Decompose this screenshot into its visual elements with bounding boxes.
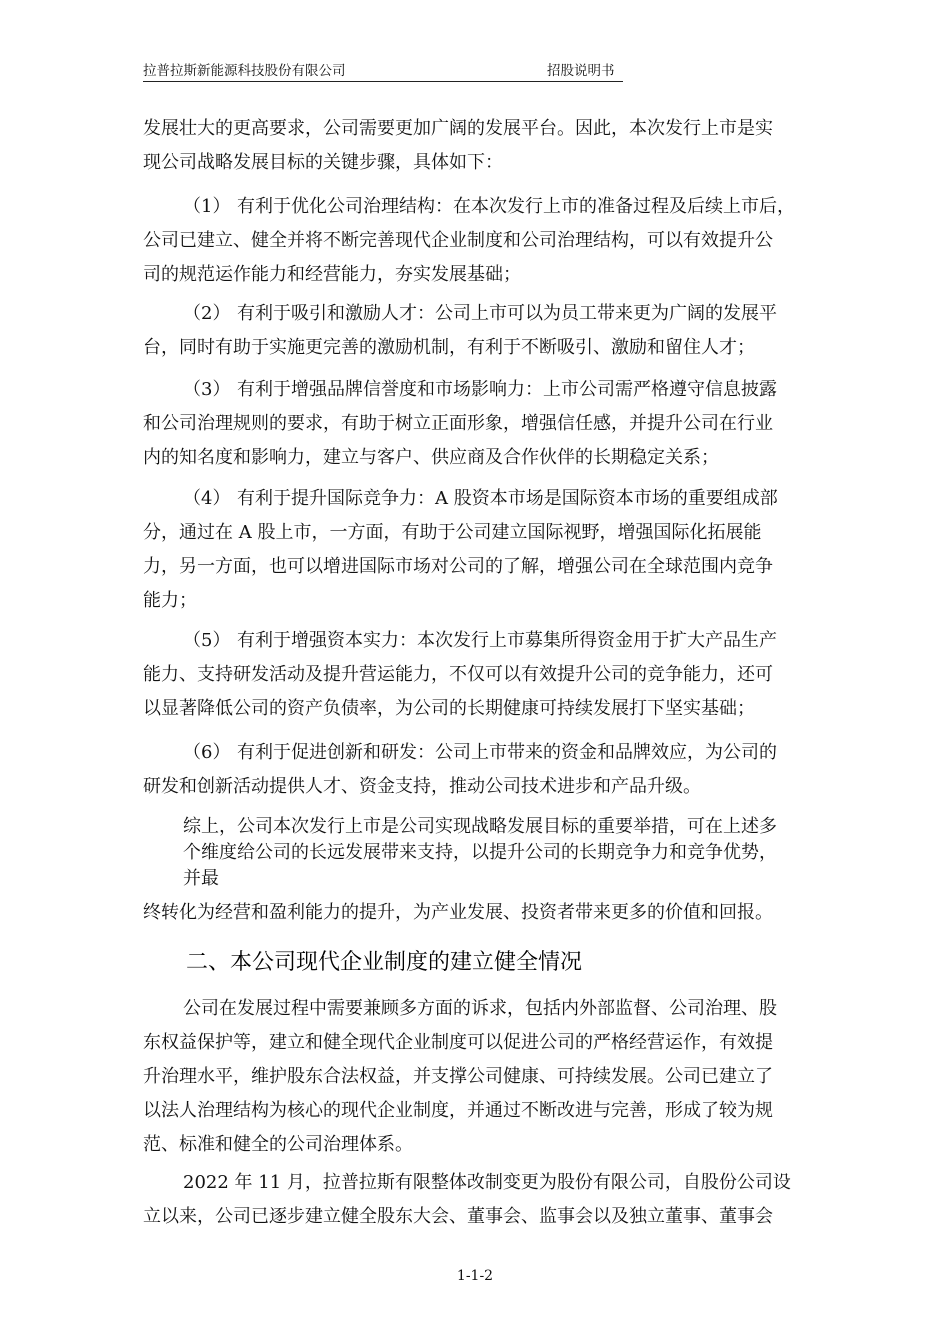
list-item-6 [143, 736, 827, 804]
list-item-3 [143, 373, 827, 475]
item-number: （3） [183, 379, 231, 400]
header-company-name: 拉普拉斯新能源科技股份有限公司 [143, 63, 346, 79]
text-line: 司的规范运作能力和经营能力，夯实发展基础； [143, 264, 521, 285]
text-line: 以法人治理结构为核心的现代企业制度，并通过不断改进与完善，形成了较为规 [143, 1100, 773, 1121]
text-line: 个维度给公司的长远发展带来支持，以提升公司的长期竞争力和竞争优势， [183, 842, 777, 863]
text-line: 发展壮大的更高要求，公司需要更加广阔的发展平台。因此，本次发行上市是实 [143, 118, 773, 139]
item-number: （5） [183, 630, 231, 651]
text-line: 和公司治理规则的要求，有助于树立正面形象，增强信任感，并提升公司在行业 [143, 413, 773, 434]
text-line: 综上，公司本次发行上市是公司实现战略发展目标的重要举措，可在上述多 [183, 816, 777, 837]
text-line: （5） 有利于增强资本实力：本次发行上市募集所得资金用于扩大产品生产 [143, 624, 827, 658]
page-header [143, 57, 623, 82]
text-line: （3） 有利于增强品牌信誉度和市场影响力：上市公司需严格遵守信息披露 [143, 373, 827, 407]
list-item-2 [143, 297, 827, 365]
text-line: 终转化为经营和盈利能力的提升，为产业发展、投资者带来更多的价值和回报。 [143, 902, 773, 923]
section-heading: 二、本公司现代企业制度的建立健全情况 [186, 950, 583, 975]
text-line: 范、标准和健全的公司治理体系。 [143, 1134, 413, 1155]
page-number: 1-1-2 [456, 1268, 494, 1284]
text-line: 能力、支持研发活动及提升营运能力，不仅可以有效提升公司的竞争能力，还可 [143, 664, 773, 685]
text-line: （4） 有利于提升国际竞争力：A 股资本市场是国际资本市场的重要组成部 [143, 482, 827, 516]
intro-paragraph [143, 112, 823, 180]
list-item-1 [143, 190, 827, 292]
header-document-type: 招股说明书 [547, 63, 615, 79]
list-item-4 [143, 482, 827, 618]
text-line: 内的知名度和影响力，建立与客户、供应商及合作伙伴的长期稳定关系； [143, 447, 719, 468]
item-number: （6） [183, 742, 231, 763]
text-line: （1） 有利于优化公司治理结构：在本次发行上市的准备过程及后续上市后， [143, 190, 827, 224]
text-line: 分，通过在 A 股上市，一方面，有助于公司建立国际视野，增强国际化拓展能 [143, 522, 762, 543]
document-body [143, 112, 823, 180]
section-paragraph-1 [143, 992, 827, 1162]
text-line: 公司已建立、健全并将不断完善现代企业制度和公司治理结构，可以有效提升公 [143, 230, 773, 251]
text-line: （6） 有利于促进创新和研发：公司上市带来的资金和品牌效应，为公司的 [143, 736, 827, 770]
item-number: （2） [183, 303, 231, 324]
text-line: 立以来，公司已逐步建立健全股东大会、董事会、监事会以及独立董事、董事会 [143, 1206, 773, 1227]
text-line: 能力； [143, 590, 197, 611]
text-line: （2） 有利于吸引和激励人才：公司上市可以为员工带来更为广阔的发展平 [143, 297, 827, 331]
text-line: 升治理水平，维护股东合法权益，并支撑公司健康、可持续发展。公司已建立了 [143, 1066, 773, 1087]
text-line: 台，同时有助于实施更完善的激励机制，有利于不断吸引、激励和留住人才； [143, 337, 755, 358]
text-line: 力，另一方面，也可以增进国际市场对公司的了解，增强公司在全球范围内竞争 [143, 556, 773, 577]
text-line: 并最 [183, 868, 219, 889]
item-number: （4） [183, 488, 231, 509]
text-line: 现公司战略发展目标的关键步骤，具体如下： [143, 152, 503, 173]
text-line: 2022 年 11 月，拉普拉斯有限整体改制变更为股份有限公司，自股份公司设 [183, 1172, 791, 1193]
text-line: 以显著降低公司的资产负债率，为公司的长期健康可持续发展打下坚实基础； [143, 698, 755, 719]
text-line: 公司在发展过程中需要兼顾多方面的诉求，包括内外部监督、公司治理、股 [183, 998, 777, 1019]
item-number: （1） [183, 196, 231, 217]
section-paragraph-2 [143, 1166, 827, 1234]
text-line: 东权益保护等，建立和健全现代企业制度可以促进公司的严格经营运作，有效提 [143, 1032, 773, 1053]
text-line: 研发和创新活动提供人才、资金支持，推动公司技术进步和产品升级。 [143, 776, 701, 797]
list-item-5 [143, 624, 827, 726]
